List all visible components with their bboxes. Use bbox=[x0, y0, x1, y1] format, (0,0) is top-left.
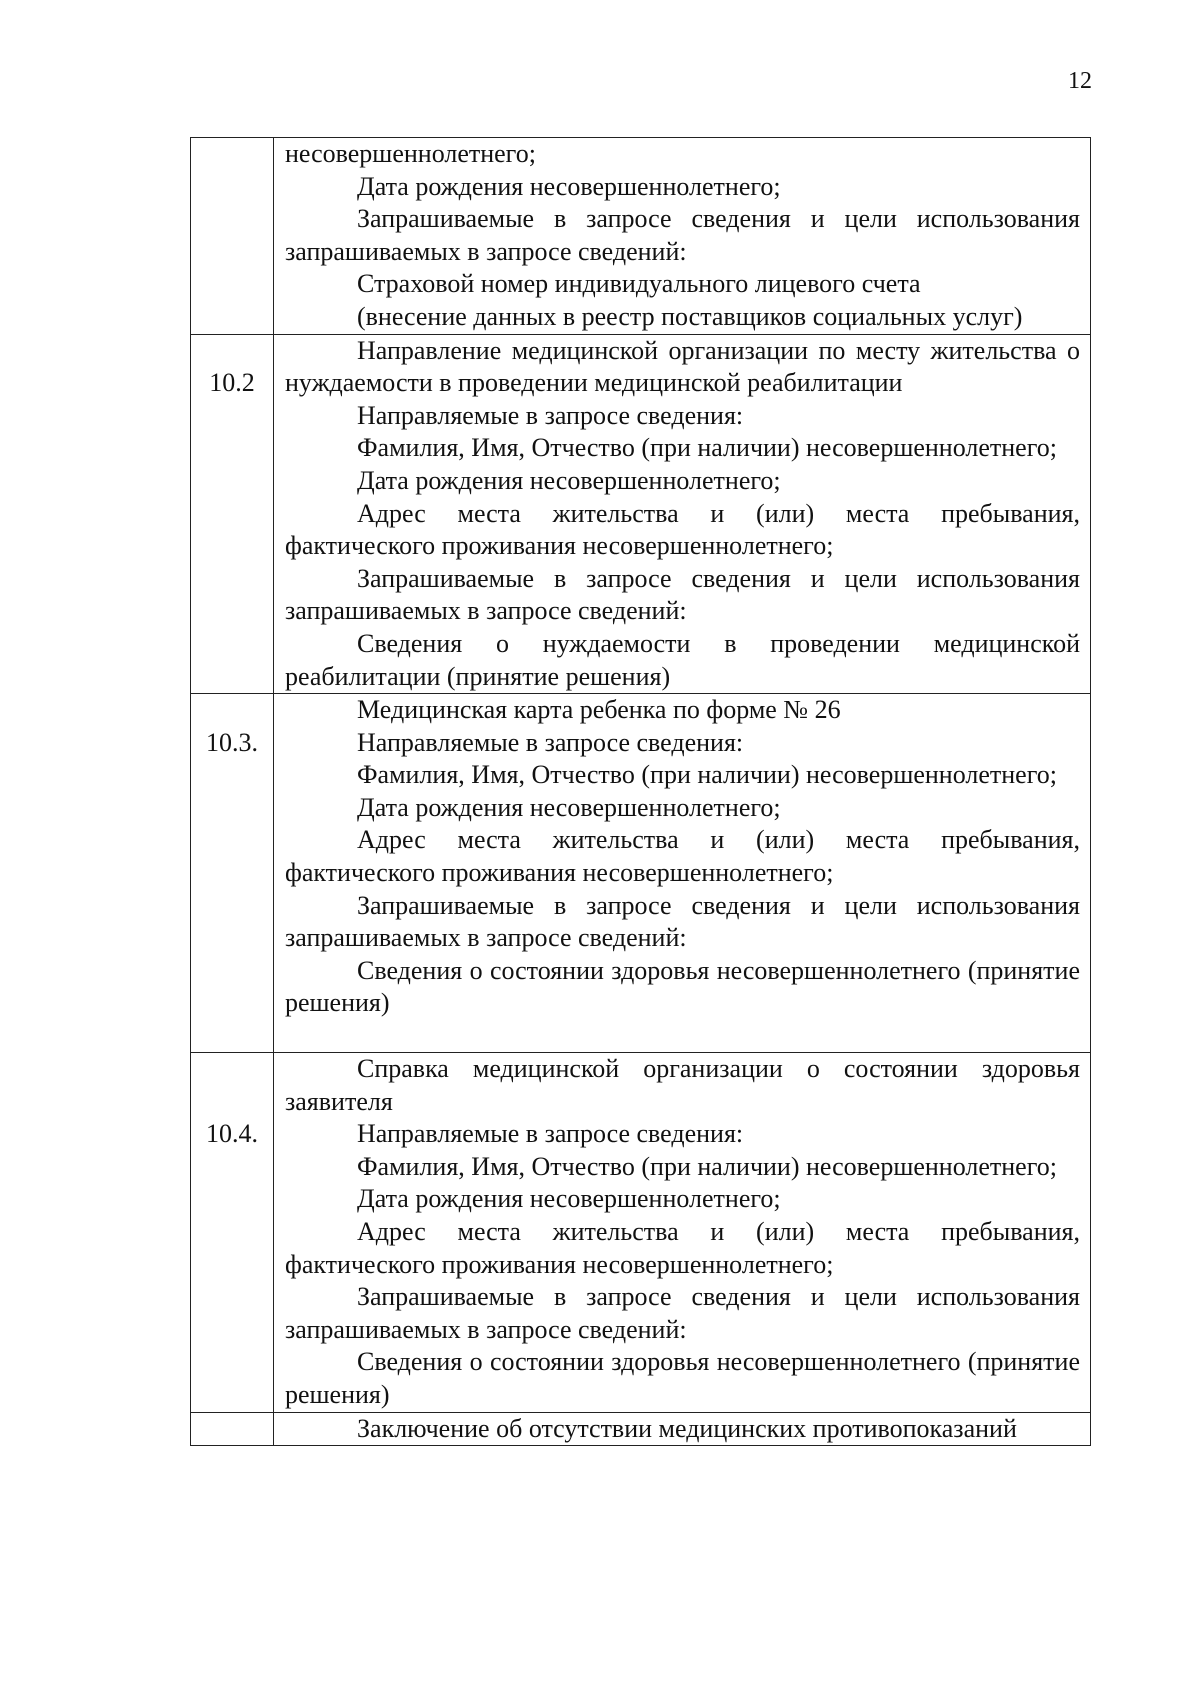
table-row bbox=[191, 694, 1091, 1053]
paragraph: Фамилия, Имя, Отчество (при наличии) несовершеннолетнего; bbox=[357, 1151, 1057, 1181]
paragraph: Направляемые в запросе сведения: bbox=[357, 1119, 744, 1149]
paragraph: Сведения о нуждаемости в проведении медицинской реабилитации (принятие решения) bbox=[285, 628, 1080, 691]
paragraph: Фамилия, Имя, Отчество (при наличии) несовершеннолетнего; bbox=[357, 433, 1057, 463]
row-number-cell bbox=[191, 334, 274, 694]
row-number-cell bbox=[191, 1412, 274, 1446]
row-content-cell bbox=[274, 1053, 1091, 1413]
row-number-cell bbox=[191, 138, 274, 335]
paragraph: Адрес места жительства и (или) места пребывания, фактического проживания несовершеннолетнего; bbox=[285, 825, 1080, 888]
paragraph: Направляемые в запросе сведения: bbox=[357, 400, 744, 430]
row-content-cell bbox=[274, 694, 1091, 1053]
paragraph: Запрашиваемые в запросе сведения и цели использования запрашиваемых в запросе сведений: bbox=[285, 890, 1080, 953]
paragraph: Направление медицинской организации по месту жительства о нуждаемости в проведении медицинской реабилитации bbox=[285, 335, 1080, 398]
page-number: 12 bbox=[1068, 68, 1092, 94]
paragraph: Заключение об отсутствии медицинских противопоказаний bbox=[357, 1413, 1017, 1443]
paragraph: Дата рождения несовершеннолетнего; bbox=[357, 1184, 781, 1214]
row-number-cell bbox=[191, 1053, 274, 1413]
paragraph: Адрес места жительства и (или) места пребывания, фактического проживания несовершеннолетнего; bbox=[285, 498, 1080, 561]
paragraph: Фамилия, Имя, Отчество (при наличии) несовершеннолетнего; bbox=[357, 760, 1057, 790]
blank-line bbox=[285, 1020, 1080, 1052]
paragraph: Дата рождения несовершеннолетнего; bbox=[357, 171, 781, 201]
paragraph: Дата рождения несовершеннолетнего; bbox=[357, 792, 781, 822]
paragraph: Адрес места жительства и (или) места пребывания, фактического проживания несовершеннолетнего; bbox=[285, 1217, 1080, 1279]
row-number-cell bbox=[191, 694, 274, 1053]
paragraph: Дата рождения несовершеннолетнего; bbox=[357, 465, 781, 495]
paragraph: Направляемые в запросе сведения: bbox=[357, 727, 744, 757]
paragraph: Запрашиваемые в запросе сведения и цели использования запрашиваемых в запросе сведений: bbox=[285, 563, 1080, 626]
paragraph: Медицинская карта ребенка по форме № 26 bbox=[357, 695, 841, 725]
table-row bbox=[191, 1053, 1091, 1413]
row-number: 10.2 bbox=[209, 368, 255, 398]
paragraph: Сведения о состоянии здоровья несовершеннолетнего (принятие решения) bbox=[285, 955, 1080, 1018]
paragraph: Запрашиваемые в запросе сведения и цели использования запрашиваемых в запросе сведений: bbox=[285, 1282, 1080, 1344]
paragraph: Запрашиваемые в запросе сведения и цели использования запрашиваемых в запросе сведений: bbox=[285, 204, 1080, 266]
row-number: 10.3. bbox=[206, 727, 258, 757]
paragraph: Справка медицинской организации о состоянии здоровья заявителя bbox=[285, 1054, 1080, 1116]
row-number: 10.4. bbox=[206, 1119, 258, 1149]
row-content-cell bbox=[274, 1412, 1091, 1446]
row-content-cell bbox=[274, 334, 1091, 694]
paragraph: Страховой номер индивидуального лицевого счета bbox=[357, 269, 921, 299]
paragraph: Сведения о состоянии здоровья несовершеннолетнего (принятие решения) bbox=[285, 1347, 1080, 1409]
requests-table bbox=[190, 137, 1091, 1446]
table-row bbox=[191, 334, 1091, 694]
paragraph: несовершеннолетнего; bbox=[285, 139, 536, 168]
table-row bbox=[191, 1412, 1091, 1446]
paragraph: (внесение данных в реестр поставщиков социальных услуг) bbox=[357, 301, 1023, 331]
row-content-cell bbox=[274, 138, 1091, 335]
table-row bbox=[191, 138, 1091, 335]
